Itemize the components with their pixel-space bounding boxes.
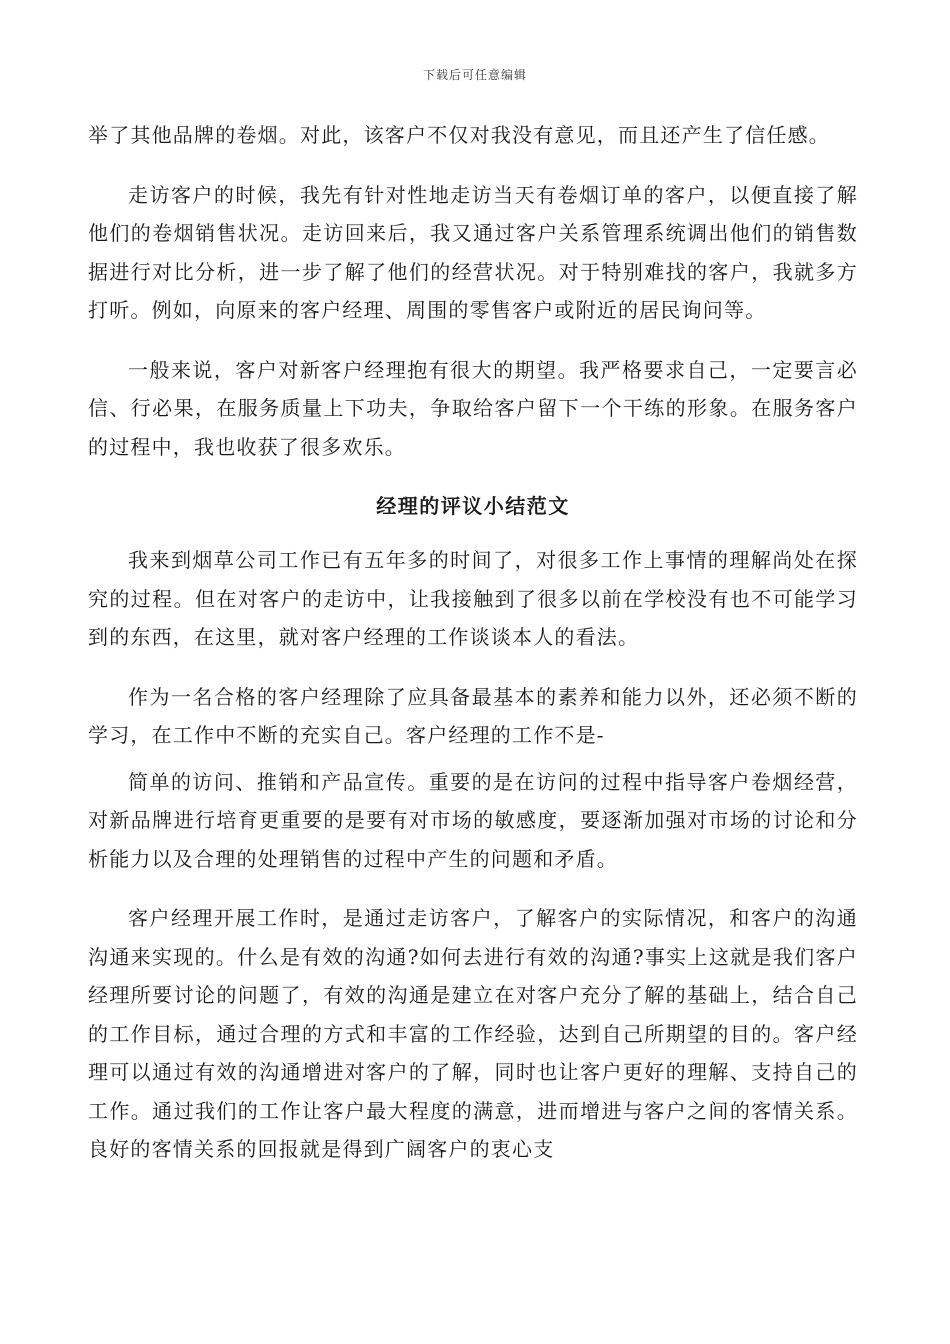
paragraph-effective-communication: 客户经理开展工作时，是通过走访客户，了解客户的实际情况，和客户的沟通沟通来实现的。什么是有效的沟通?如何去进行有效的沟通?事实上这就是我们客户经理所要讨论的问题了，有效的沟通是建立在对客户充分了解的基础上，结合自己的工作目标，通过合理的方式和丰富的工作经验，达到自己所期望的目的。客户经理可以通过有效的沟通增进对客户的了解，同时也让客户更好的理解、支持自己的工作。通过我们的工作让客户最大程度的满意，进而增进与客户之间的客情关系。良好的客情关系的回报就是得到广阔客户的衷心支 bbox=[88, 906, 858, 1161]
paragraph-qualified-manager: 作为一名合格的客户经理除了应具备最基本的素养和能力以外，还必须不断的学习，在工作中不断的充实自己。客户经理的工作不是- bbox=[88, 684, 858, 747]
header-note: 下载后可任意编辑 bbox=[422, 68, 527, 82]
paragraph-continuation: 举了其他品牌的卷烟。对此，该客户不仅对我没有意见，而且还产生了信任感。 bbox=[88, 123, 830, 147]
paragraph-visiting-customers: 走访客户的时候，我先有针对性地走访当天有卷烟订单的客户，以便直接了解他们的卷烟销售状况。走访回来后，我又通过客户关系管理系统调出他们的销售数据进行对比分析，进一步了解了他们的经营状况。对于特别难找的客户，我就多方打听。例如，向原来的客户经理、周围的零售客户或附近的居民询问等。 bbox=[88, 182, 858, 322]
paragraph-customer-expectations: 一般来说，客户对新客户经理抱有很大的期望。我严格要求自己，一定要言必信、行必果，在服务质量上下功夫，争取给客户留下一个干练的形象。在服务客户的过程中，我也收获了很多欢乐。 bbox=[88, 357, 858, 459]
paragraph-simple-visits: 简单的访问、推销和产品宣传。重要的是在访问的过程中指导客户卷烟经营，对新品牌进行培育更重要的是要有对市场的敏感度，要逐渐加强对市场的讨论和分析能力以及合理的处理销售的过程中产生的问题和矛盾。 bbox=[88, 769, 858, 871]
section-title: 经理的评议小结范文 bbox=[376, 494, 570, 518]
paragraph-work-experience: 我来到烟草公司工作已有五年多的时间了，对很多工作上事情的理解尚处在探究的过程。但在对客户的走访中，让我接触到了很多以前在学校没有也不可能学习到的东西，在这里，就对客户经理的工作谈谈本人的看法。 bbox=[88, 548, 858, 649]
document-body bbox=[88, 116, 858, 1190]
